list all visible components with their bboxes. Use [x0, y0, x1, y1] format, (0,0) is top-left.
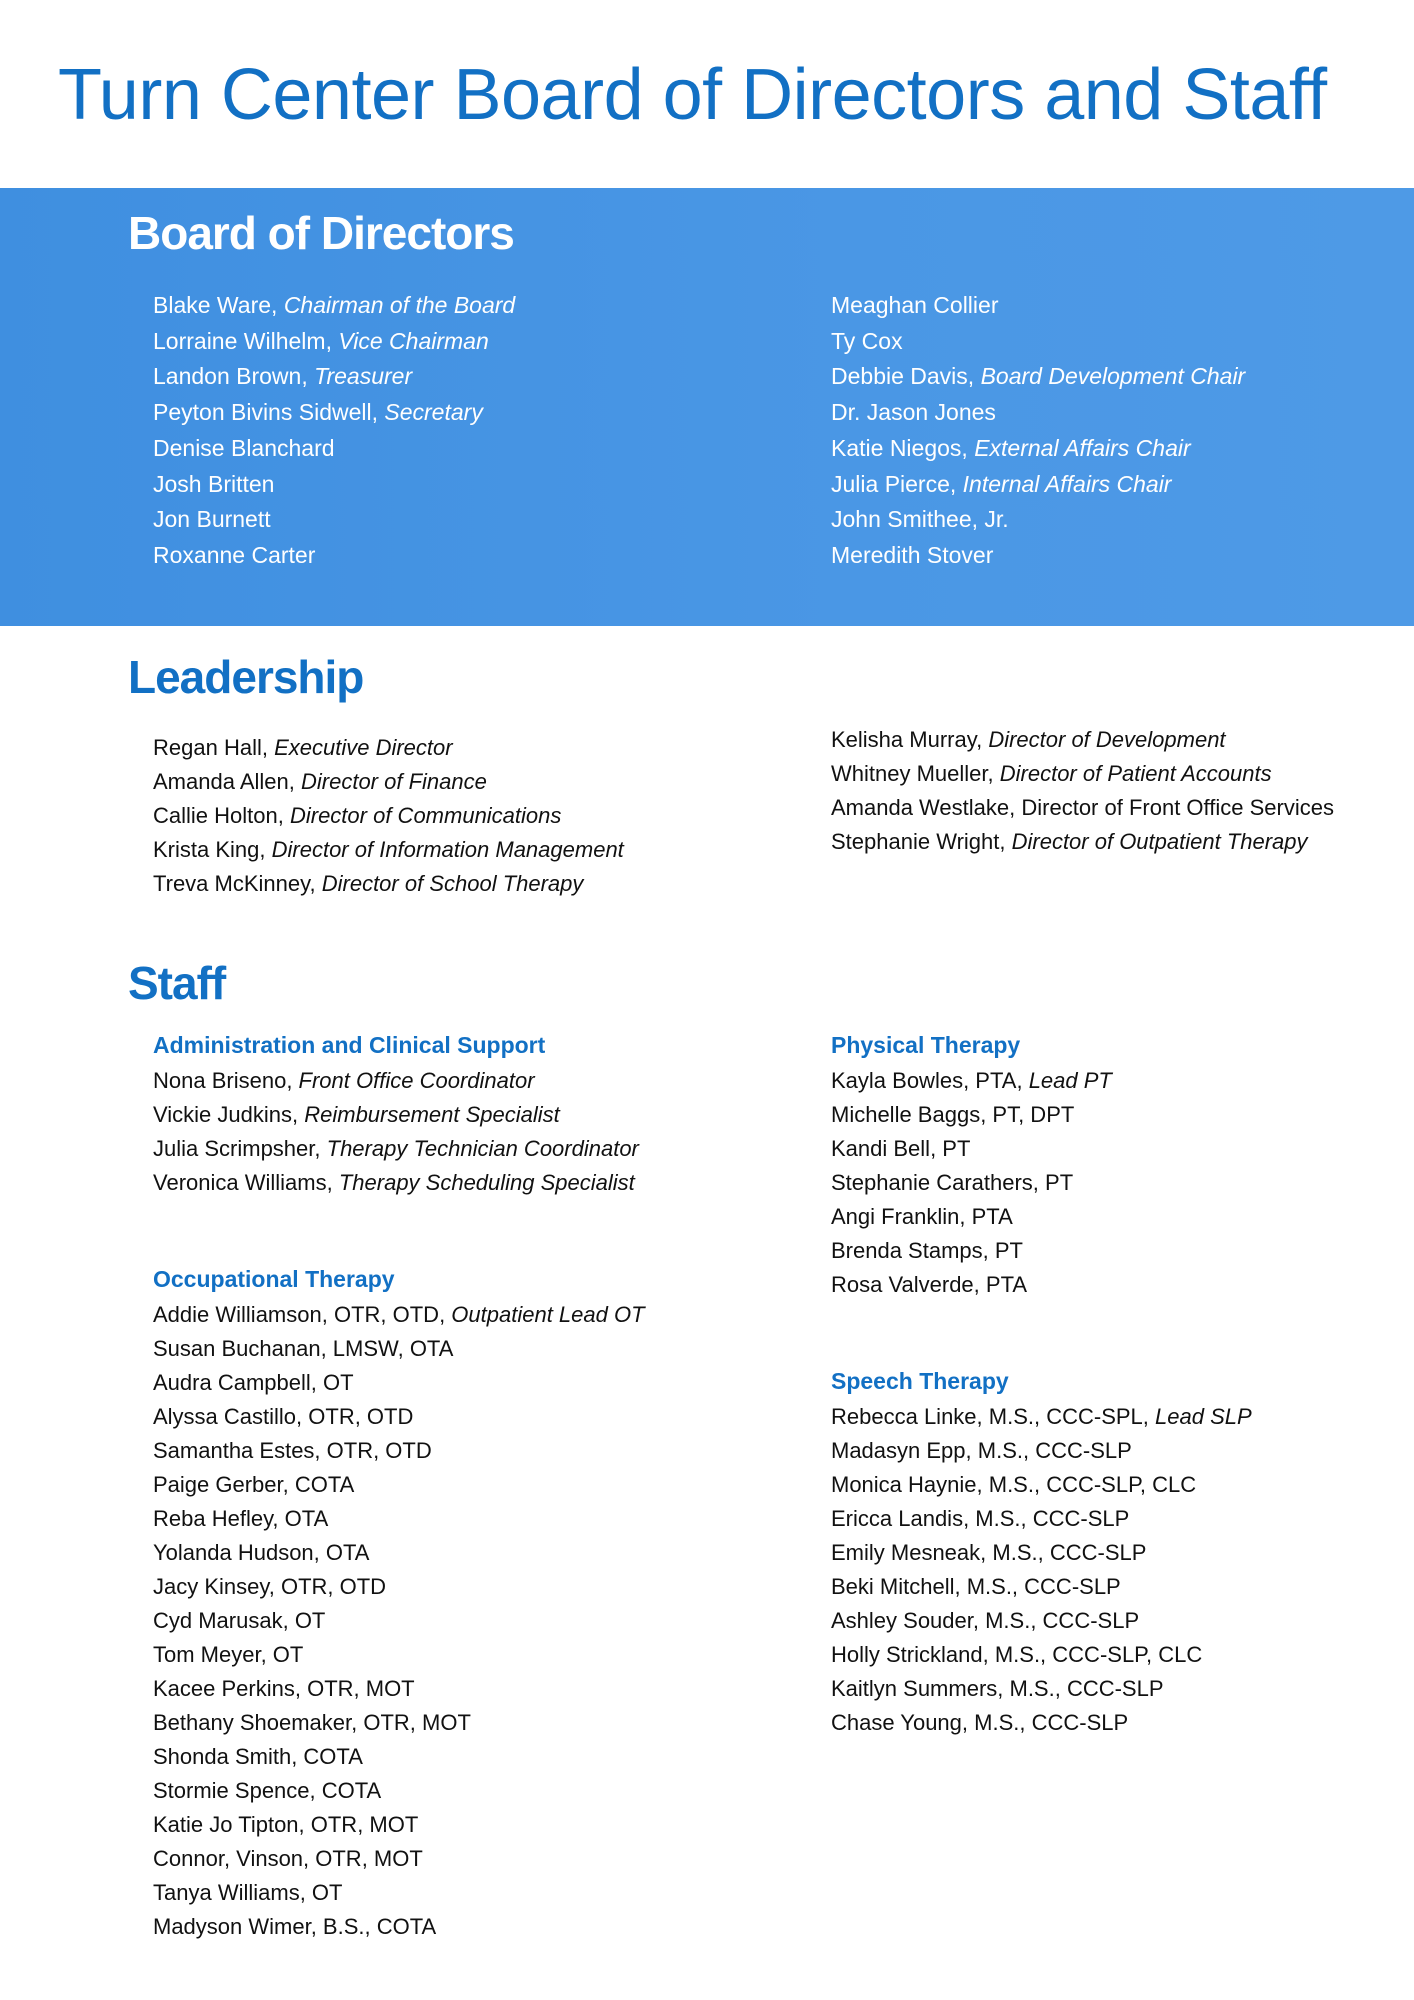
- list-item: [831, 1166, 1112, 1200]
- list-item: [831, 1098, 1112, 1132]
- list-item: Julia Scrimpsher, Therapy Technician Coordinator: [153, 1136, 639, 1161]
- list-item: [831, 1200, 1112, 1234]
- person-name: John Smithee, Jr.: [831, 506, 1009, 533]
- person-name: Whitney Mueller: [831, 761, 988, 786]
- board-list-right: [831, 288, 1245, 574]
- person-role: Director of Development: [988, 727, 1226, 752]
- list-item: [153, 1400, 645, 1434]
- list-item: Landon Brown, Treasurer: [153, 363, 413, 390]
- ot-list: [153, 1298, 645, 1944]
- ot-heading: Occupational Therapy: [153, 1266, 395, 1292]
- list-item: [153, 1536, 645, 1570]
- list-item: [831, 324, 1245, 360]
- list-item: [831, 1672, 1252, 1706]
- person-name: Audra Campbell, OT: [153, 1370, 354, 1395]
- list-item: [153, 1706, 645, 1740]
- person-role: Treasurer: [314, 363, 413, 390]
- person-name: Treva McKinney: [153, 871, 310, 896]
- pt-heading: Physical Therapy: [831, 1032, 1021, 1058]
- person-name: Veronica Williams: [153, 1170, 327, 1195]
- person-role: Outpatient Lead OT: [451, 1302, 645, 1327]
- list-item: [831, 288, 1245, 324]
- person-name: Tom Meyer, OT: [153, 1642, 304, 1667]
- person-role: Director of Finance: [301, 769, 487, 794]
- list-item: Lorraine Wilhelm, Vice Chairman: [153, 327, 489, 354]
- list-item: [831, 1132, 1112, 1166]
- person-name: Alyssa Castillo, OTR, OTD: [153, 1404, 414, 1429]
- board-heading: Board of Directors: [128, 207, 514, 259]
- person-name: Stephanie Carathers, PT: [831, 1170, 1074, 1195]
- person-name: Connor, Vinson, OTR, MOT: [153, 1846, 423, 1871]
- list-item: [153, 467, 515, 503]
- leadership-list-right: [831, 723, 1334, 859]
- person-name: Rosa Valverde, PTA: [831, 1272, 1028, 1297]
- list-item: [153, 1468, 645, 1502]
- list-item: [153, 1502, 645, 1536]
- person-name: Dr. Jason Jones: [831, 399, 996, 426]
- list-item: [831, 1706, 1252, 1740]
- person-role: Lead PT: [1028, 1068, 1112, 1093]
- person-name: Reba Hefley, OTA: [153, 1506, 329, 1531]
- list-item: [153, 1876, 645, 1910]
- person-role: Director of Outpatient Therapy: [1011, 829, 1308, 854]
- speech-list: [831, 1400, 1252, 1740]
- person-role: Front Office Coordinator: [298, 1068, 535, 1093]
- person-name: Roxanne Carter: [153, 541, 316, 568]
- person-name: Denise Blanchard: [153, 434, 335, 461]
- person-role: External Affairs Chair: [974, 434, 1191, 461]
- person-role: Therapy Technician Coordinator: [326, 1136, 639, 1161]
- person-name: Tanya Williams, OT: [153, 1880, 343, 1905]
- list-item: [153, 1774, 645, 1808]
- list-item: Amanda Westlake, Director of Front Office Services: [831, 795, 1334, 820]
- list-item: [831, 502, 1245, 538]
- person-name: Jon Burnett: [153, 506, 271, 533]
- list-item: Blake Ware, Chairman of the Board: [153, 292, 516, 318]
- list-item: Vickie Judkins, Reimbursement Specialist: [153, 1102, 560, 1127]
- list-item: Whitney Mueller, Director of Patient Accounts: [831, 761, 1272, 786]
- person-name: Stephanie Wright: [831, 829, 1000, 854]
- list-item: Kelisha Murray, Director of Development: [831, 727, 1226, 752]
- list-item: [153, 431, 515, 467]
- list-item: Julia Pierce, Internal Affairs Chair: [831, 470, 1172, 497]
- person-role: Lead SLP: [1155, 1404, 1252, 1429]
- person-role: Director of Patient Accounts: [999, 761, 1272, 786]
- board-list-left: [153, 288, 515, 574]
- person-name: Landon Brown: [153, 363, 302, 390]
- person-name: Monica Haynie, M.S., CCC-SLP, CLC: [831, 1472, 1197, 1497]
- person-name: Stormie Spence, COTA: [153, 1778, 382, 1803]
- person-name: Julia Pierce: [831, 470, 950, 497]
- list-item: [831, 1468, 1252, 1502]
- person-name: Holly Strickland, M.S., CCC-SLP, CLC: [831, 1642, 1203, 1667]
- list-item: [153, 1740, 645, 1774]
- person-name: Angi Franklin, PTA: [831, 1204, 1013, 1229]
- person-name: Kaitlyn Summers, M.S., CCC-SLP: [831, 1676, 1164, 1701]
- list-item: Treva McKinney, Director of School Therapy: [153, 871, 584, 896]
- person-name: Debbie Davis: [831, 363, 968, 390]
- person-role: Internal Affairs Chair: [962, 470, 1172, 497]
- speech-heading: Speech Therapy: [831, 1368, 1009, 1394]
- person-name: Emily Mesneak, M.S., CCC-SLP: [831, 1540, 1147, 1565]
- list-item: [831, 1638, 1252, 1672]
- person-name: Meaghan Collier: [831, 292, 999, 318]
- page-title: Turn Center Board of Directors and Staff: [58, 55, 1327, 135]
- person-role: Chairman of the Board: [283, 292, 516, 318]
- list-item: [831, 1570, 1252, 1604]
- list-item: [153, 502, 515, 538]
- person-name: Nona Briseno: [153, 1068, 287, 1093]
- list-item: Katie Niegos, External Affairs Chair: [831, 434, 1191, 461]
- list-item: [153, 1604, 645, 1638]
- person-name: Blake Ware: [153, 292, 272, 318]
- person-role: Vice Chairman: [338, 327, 489, 354]
- person-name: Katie Jo Tipton, OTR, MOT: [153, 1812, 419, 1837]
- person-name: Katie Niegos: [831, 434, 962, 461]
- person-name: Peyton Bivins Sidwell: [153, 399, 372, 426]
- list-item: [153, 1570, 645, 1604]
- person-role: Director of Front Office Services: [1021, 795, 1334, 820]
- person-name: Bethany Shoemaker, OTR, MOT: [153, 1710, 471, 1735]
- list-item: [831, 1434, 1252, 1468]
- list-item: Kayla Bowles, PTA, Lead PT: [831, 1068, 1112, 1093]
- person-role: Executive Director: [274, 735, 453, 760]
- staff-heading: Staff: [128, 957, 226, 1009]
- person-name: Ty Cox: [831, 327, 903, 354]
- person-name: Cyd Marusak, OT: [153, 1608, 326, 1633]
- person-name: Shonda Smith, COTA: [153, 1744, 363, 1769]
- list-item: [831, 1234, 1112, 1268]
- list-item: Debbie Davis, Board Development Chair: [831, 363, 1246, 390]
- list-item: [153, 1842, 645, 1876]
- person-role: Reimbursement Specialist: [304, 1102, 560, 1127]
- person-name: Krista King: [153, 837, 260, 862]
- list-item: [831, 1502, 1252, 1536]
- leadership-list-left: [153, 731, 624, 901]
- person-name: Ericca Landis, M.S., CCC-SLP: [831, 1506, 1130, 1531]
- person-role: Board Development Chair: [980, 363, 1246, 390]
- person-role: Therapy Scheduling Specialist: [338, 1170, 635, 1195]
- person-name: Yolanda Hudson, OTA: [153, 1540, 370, 1565]
- list-item: [153, 1434, 645, 1468]
- list-item: [831, 1604, 1252, 1638]
- person-name: Josh Britten: [153, 470, 275, 497]
- person-name: Regan Hall: [153, 735, 262, 760]
- leadership-heading: Leadership: [128, 651, 364, 703]
- person-name: Jacy Kinsey, OTR, OTD: [153, 1574, 387, 1599]
- person-name: Madyson Wimer, B.S., COTA: [153, 1914, 437, 1939]
- list-item: [831, 395, 1245, 431]
- person-name: Kandi Bell, PT: [831, 1136, 971, 1161]
- list-item: Krista King, Director of Information Management: [153, 837, 624, 862]
- list-item: Amanda Allen, Director of Finance: [153, 769, 487, 794]
- person-name: Amanda Westlake: [831, 795, 1010, 820]
- list-item: [153, 1332, 645, 1366]
- person-name: Michelle Baggs, PT, DPT: [831, 1102, 1075, 1127]
- person-name: Susan Buchanan, LMSW, OTA: [153, 1336, 454, 1361]
- pt-list: [831, 1064, 1112, 1302]
- list-item: Stephanie Wright, Director of Outpatient Therapy: [831, 829, 1308, 854]
- list-item: Veronica Williams, Therapy Scheduling Specialist: [153, 1170, 635, 1195]
- person-name: Rebecca Linke, M.S., CCC-SPL: [831, 1404, 1143, 1429]
- list-item: [153, 1366, 645, 1400]
- list-item: Rebecca Linke, M.S., CCC-SPL, Lead SLP: [831, 1404, 1252, 1429]
- list-item: [153, 1672, 645, 1706]
- person-name: Addie Williamson, OTR, OTD: [153, 1302, 440, 1327]
- person-name: Vickie Judkins: [153, 1102, 292, 1127]
- person-name: Lorraine Wilhelm: [153, 327, 326, 354]
- list-item: [153, 1638, 645, 1672]
- admin-list: [153, 1064, 639, 1200]
- person-role: Director of Communications: [289, 803, 562, 828]
- list-item: Nona Briseno, Front Office Coordinator: [153, 1068, 535, 1093]
- list-item: Regan Hall, Executive Director: [153, 735, 453, 760]
- list-item: Addie Williamson, OTR, OTD, Outpatient Lead OT: [153, 1302, 645, 1327]
- person-name: Chase Young, M.S., CCC-SLP: [831, 1710, 1129, 1735]
- list-item: [831, 1268, 1112, 1302]
- person-name: Kacee Perkins, OTR, MOT: [153, 1676, 415, 1701]
- person-name: Beki Mitchell, M.S., CCC-SLP: [831, 1574, 1121, 1599]
- person-name: Madasyn Epp, M.S., CCC-SLP: [831, 1438, 1132, 1463]
- person-name: Kayla Bowles, PTA: [831, 1068, 1017, 1093]
- person-role: Secretary: [384, 399, 483, 426]
- list-item: Peyton Bivins Sidwell, Secretary: [153, 399, 483, 426]
- list-item: [831, 538, 1245, 574]
- list-item: [153, 1808, 645, 1842]
- list-item: Callie Holton, Director of Communications: [153, 803, 562, 828]
- person-name: Brenda Stamps, PT: [831, 1238, 1023, 1263]
- person-name: Ashley Souder, M.S., CCC-SLP: [831, 1608, 1140, 1633]
- person-name: Amanda Allen: [153, 769, 289, 794]
- person-name: Callie Holton: [153, 803, 278, 828]
- admin-heading: Administration and Clinical Support: [153, 1032, 546, 1058]
- person-name: Samantha Estes, OTR, OTD: [153, 1438, 432, 1463]
- person-role: Director of School Therapy: [321, 871, 584, 896]
- person-name: Paige Gerber, COTA: [153, 1472, 355, 1497]
- list-item: [831, 1536, 1252, 1570]
- person-name: Meredith Stover: [831, 541, 994, 568]
- person-name: Kelisha Murray: [831, 727, 977, 752]
- list-item: [153, 1910, 645, 1944]
- list-item: [153, 538, 515, 574]
- person-name: Julia Scrimpsher: [153, 1136, 315, 1161]
- person-role: Director of Information Management: [271, 837, 624, 862]
